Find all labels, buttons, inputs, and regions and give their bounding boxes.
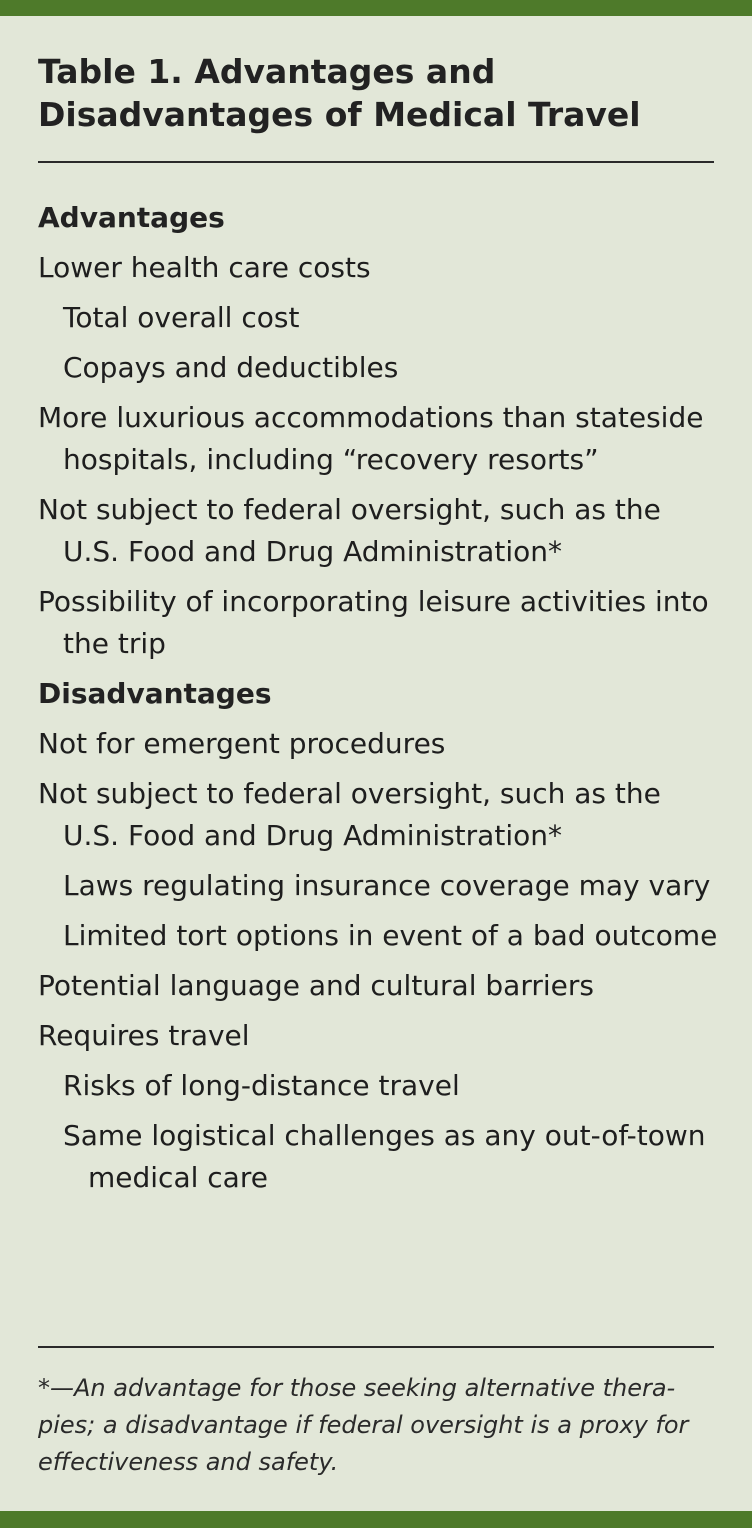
disadvantage-subitem: Risks of long-distance travel: [63, 1069, 460, 1102]
table-title-line-2: Disadvantages of Medical Travel: [38, 95, 641, 134]
disadvantages-heading: Disadvantages: [38, 677, 272, 710]
advantage-subitem: Total overall cost: [63, 301, 300, 334]
advantage-subitem: Copays and deductibles: [63, 351, 399, 384]
table-title-line-1: Table 1. Advantages and: [38, 52, 496, 91]
advantage-item: Not subject to federal oversight, such as the U.S. Food and Drug Administration*: [38, 493, 661, 568]
table-title: [38, 50, 718, 136]
disadvantage-subitem: Same logistical challenges as any out-of-town medical care: [63, 1119, 706, 1194]
disadvantage-item: Not subject to federal oversight, such as the U.S. Food and Drug Administration*: [38, 777, 661, 852]
disadvantage-item: Not for emergent procedures: [38, 727, 446, 760]
table-body: [38, 193, 718, 1203]
disadvantage-item: Requires travel: [38, 1019, 250, 1052]
advantage-item: More luxurious accommodations than stateside hospitals, including “recovery resorts”: [38, 401, 704, 476]
bottom-accent-bar: [0, 1511, 752, 1528]
footnote-divider: [38, 1346, 714, 1348]
disadvantage-subitem: Limited tort options in event of a bad outcome: [63, 919, 718, 952]
footnote-line-2: pies; a disadvantage if federal oversight is a proxy for: [38, 1411, 689, 1439]
advantage-item: Possibility of incorporating leisure activities into the trip: [38, 585, 709, 660]
footnote-line-3: effectiveness and safety.: [38, 1448, 339, 1476]
disadvantage-item: Potential language and cultural barriers: [38, 969, 594, 1002]
advantages-heading: Advantages: [38, 201, 225, 234]
disadvantage-subitem: Laws regulating insurance coverage may vary: [63, 869, 711, 902]
footnote-line-1: *—An advantage for those seeking alternative thera-: [38, 1374, 676, 1402]
top-accent-bar: [0, 0, 752, 16]
title-divider: [38, 161, 714, 163]
footnote: [38, 1370, 720, 1481]
advantage-item: Lower health care costs: [38, 251, 371, 284]
